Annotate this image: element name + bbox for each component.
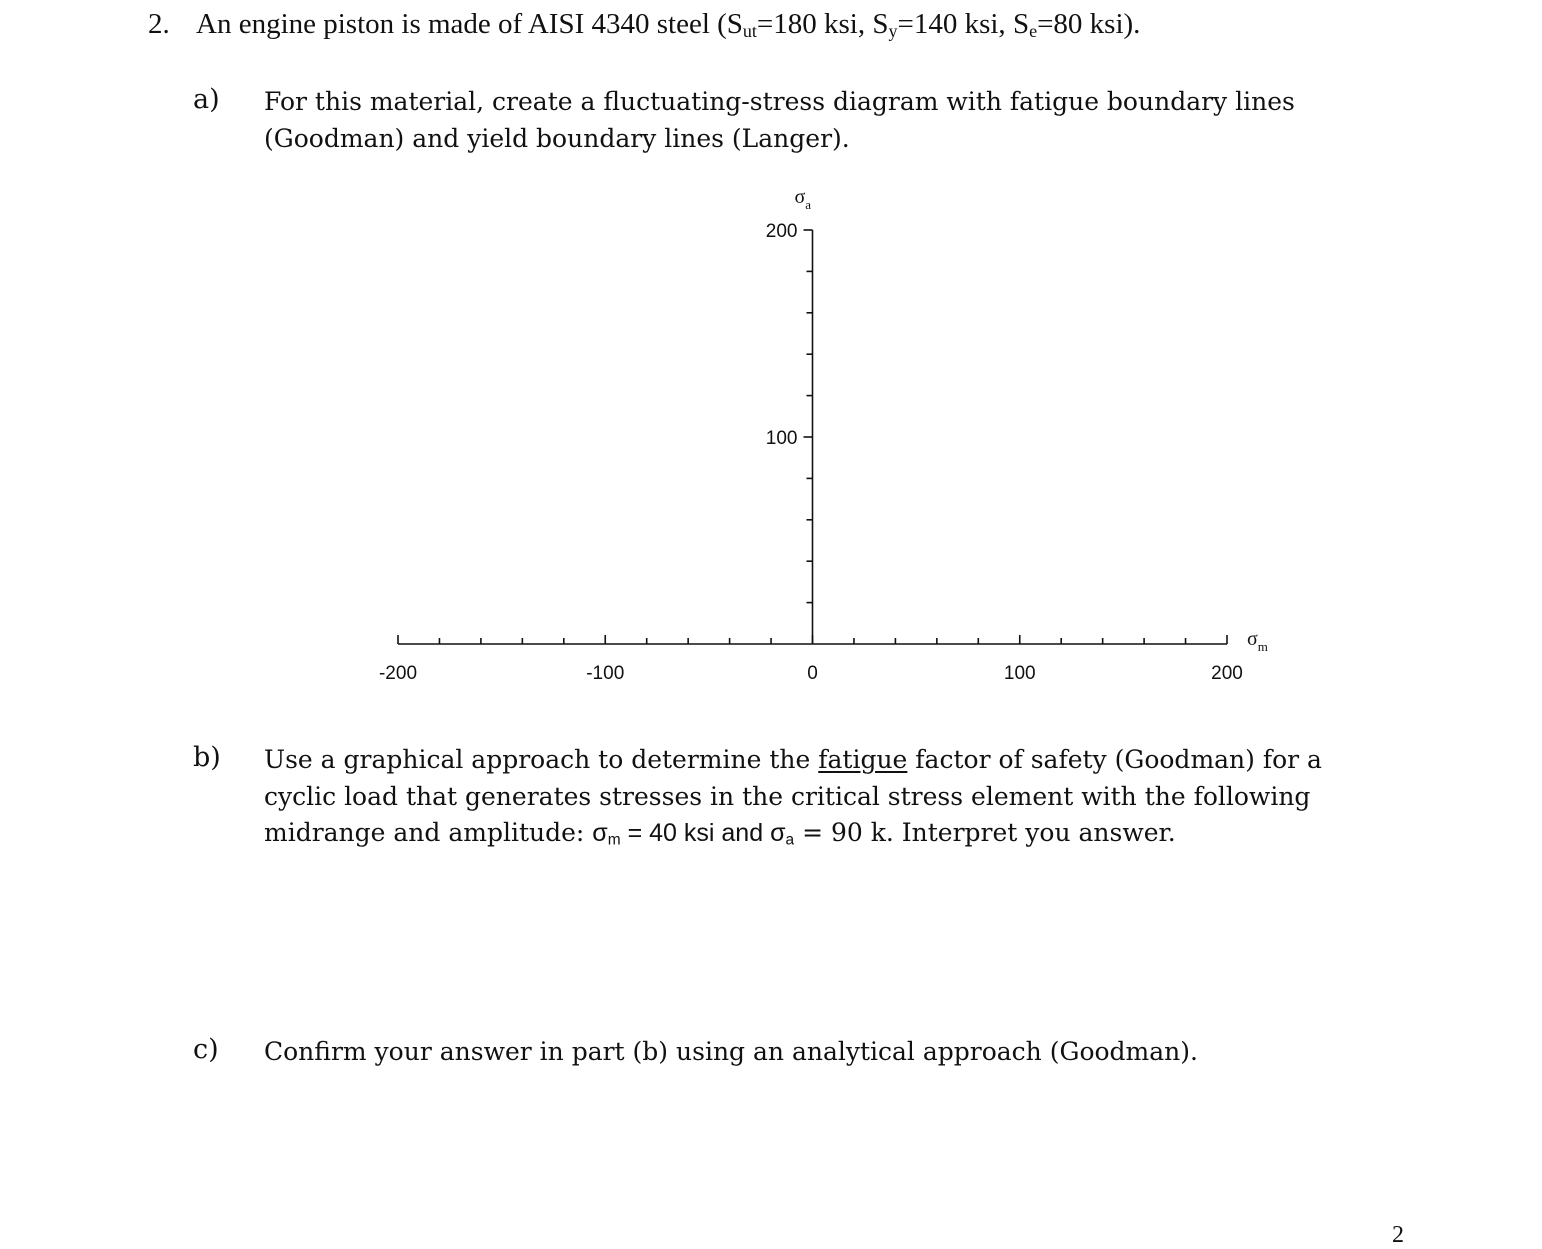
sut-subscript: ut [742, 20, 757, 41]
sut-value: =180 ksi, [756, 8, 873, 40]
x-tick-label: -200 [378, 663, 418, 684]
part-b-line-1-post: factor of safety (Goodman) for a [907, 745, 1322, 774]
sy-symbol: S [872, 8, 889, 40]
sigma-m-value: = 40 ksi and [620, 819, 771, 847]
part-a-line-1: For this material, create a fluctuating-stress diagram with fatigue boundary lines [264, 87, 1295, 116]
sigma-m-symbol: σ [592, 819, 608, 847]
chart-tick-labels [379, 221, 1243, 684]
part-a-label: a) [193, 84, 220, 115]
y-tick-label: 100 [765, 428, 798, 449]
part-b-line-3 [264, 815, 1410, 852]
page-number: 2 [1392, 1222, 1404, 1248]
part-b-label: b) [193, 742, 221, 773]
sy-value: =140 ksi, [897, 8, 1013, 40]
part-c-text [264, 1034, 1410, 1071]
y-tick-label: 200 [765, 221, 798, 242]
part-b-line-3-pre: midrange and amplitude: [264, 818, 593, 847]
sigma-m-subscript: m [607, 831, 621, 849]
part-b-line-1-pre: Use a graphical approach to determine the [264, 745, 819, 774]
se-subscript: e [1029, 20, 1038, 41]
part-c-label: c) [193, 1034, 219, 1065]
y-axis-title: $\sigma_a$ [794, 186, 812, 212]
part-b-line-2: cyclic load that generates stresses in the critical stress element with the following [264, 781, 1311, 811]
x-axis-title: $\sigma_m$ [1247, 628, 1268, 654]
question-number: 2. [148, 8, 170, 40]
sy-subscript: y [888, 20, 898, 41]
question-intro: An engine piston is made of AISI 4340 steel ( [196, 8, 727, 40]
sigma-a-subscript: a [785, 831, 795, 849]
part-b-text [264, 742, 1410, 852]
sigma-a-value: = 90 k. Interpret you answer. [794, 818, 1176, 847]
se-value: =80 ksi). [1037, 8, 1141, 40]
part-c-line-1: Confirm your answer in part (b) using an analytical approach (Goodman). [264, 1037, 1198, 1066]
part-a-line-2: (Goodman) and yield boundary lines (Langer). [264, 123, 850, 153]
sigma-a-symbol: σ [770, 819, 786, 847]
x-tick-label: 100 [1003, 663, 1036, 684]
x-tick-label: 200 [1211, 663, 1243, 684]
underlined-fatigue: fatigue [818, 745, 908, 774]
sut-symbol: S [726, 8, 743, 40]
x-tick-label: 0 [807, 663, 818, 684]
se-symbol: S [1012, 8, 1030, 40]
part-b-line-1 [264, 742, 1410, 779]
x-tick-label: -100 [586, 663, 625, 684]
chart-axis-titles [795, 186, 1268, 654]
